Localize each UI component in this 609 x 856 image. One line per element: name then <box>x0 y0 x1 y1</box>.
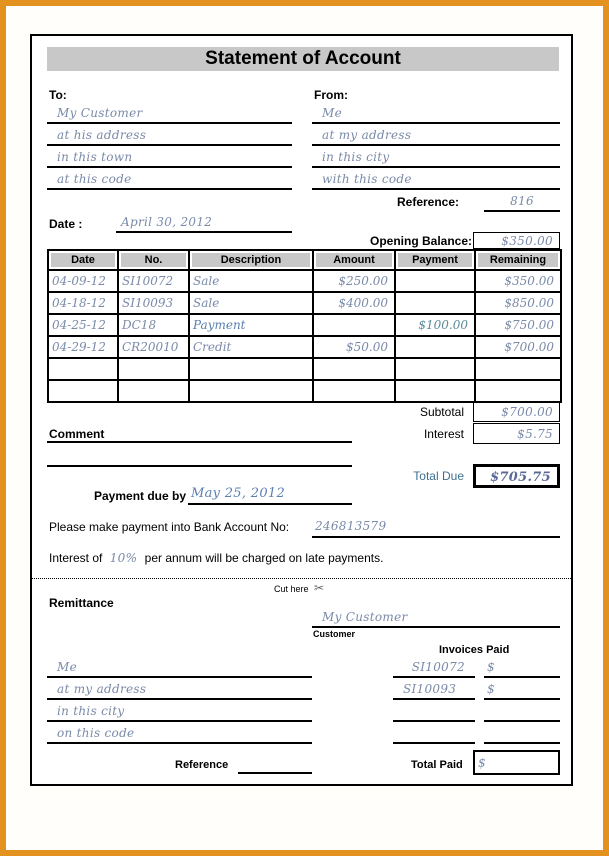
cell-description[interactable]: Payment <box>189 314 313 336</box>
to-line-2-value: at his address <box>57 128 147 142</box>
cell-description[interactable]: Sale <box>189 270 313 292</box>
total-paid-value: $ <box>478 756 486 770</box>
remit-line-3-value: in this city <box>57 704 125 718</box>
invoice-amount-field[interactable] <box>484 722 560 744</box>
cell-remaining[interactable]: $850.00 <box>475 292 561 314</box>
to-line-4[interactable] <box>47 168 292 190</box>
cell-remaining[interactable] <box>475 380 561 402</box>
invoice-no-field[interactable] <box>393 722 475 744</box>
cell-date[interactable] <box>48 380 118 402</box>
subtotal-field[interactable] <box>473 401 560 422</box>
table-row <box>48 270 561 292</box>
invoice-numbers-block <box>393 656 475 744</box>
opening-balance-label: Opening Balance: <box>370 234 473 248</box>
remit-line-2-value: at my address <box>57 682 147 696</box>
from-address-block <box>312 102 560 190</box>
table-row <box>48 358 561 380</box>
opening-balance-value: $350.00 <box>501 234 553 248</box>
remittance-label: Remittance <box>49 596 114 610</box>
remittance-customer-field[interactable] <box>312 606 560 628</box>
interest-value: $5.75 <box>517 427 553 441</box>
from-line-3-value: in this city <box>322 150 390 164</box>
cut-line <box>32 578 573 579</box>
column-header-payment: Payment <box>395 250 475 270</box>
cell-amount[interactable] <box>313 314 395 336</box>
cell-remaining[interactable]: $700.00 <box>475 336 561 358</box>
invoice-amount-value: $ <box>487 660 495 674</box>
remit-line-1-value: Me <box>57 660 77 674</box>
column-header-description: Description <box>189 250 313 270</box>
from-line-4[interactable] <box>312 168 560 190</box>
date-value: April 30, 2012 <box>121 215 213 229</box>
invoice-no-field[interactable] <box>393 678 475 700</box>
cell-date[interactable]: 04-29-12 <box>48 336 118 358</box>
table-row <box>48 380 561 402</box>
cut-here-text: Cut here <box>274 584 309 594</box>
invoice-no-value: SI10072 <box>411 660 465 674</box>
cell-date[interactable]: 04-25-12 <box>48 314 118 336</box>
from-label: From: <box>314 88 348 102</box>
cell-no[interactable] <box>118 358 189 380</box>
cell-no[interactable]: CR20010 <box>118 336 189 358</box>
column-header-amount: Amount <box>313 250 395 270</box>
comment-line-1[interactable] <box>47 428 352 443</box>
invoice-amount-field[interactable] <box>484 656 560 678</box>
invoice-no-value: SI10093 <box>403 682 457 696</box>
comment-label: Comment <box>49 427 105 441</box>
remittance-customer-value: My Customer <box>322 610 408 624</box>
cell-payment[interactable]: $100.00 <box>395 314 475 336</box>
invoice-amount-field[interactable] <box>484 678 560 700</box>
cell-no[interactable]: SI10072 <box>118 270 189 292</box>
interest-note-prefix: Interest of <box>49 551 103 565</box>
table-header-row <box>48 250 561 270</box>
to-line-3[interactable] <box>47 146 292 168</box>
total-paid-label: Total Paid <box>411 759 463 771</box>
cell-description[interactable]: Credit <box>189 336 313 358</box>
interest-label: Interest <box>423 427 464 441</box>
remit-line-1[interactable] <box>47 656 312 678</box>
interest-note <box>49 551 383 565</box>
invoice-amount-field[interactable] <box>484 700 560 722</box>
reference-value: 816 <box>510 194 534 208</box>
reference-label: Reference: <box>397 195 460 209</box>
to-line-1-value: My Customer <box>57 106 143 120</box>
cell-amount[interactable]: $250.00 <box>313 270 395 292</box>
interest-note-suffix: per annum will be charged on late payments. <box>144 551 384 565</box>
from-line-2[interactable] <box>312 124 560 146</box>
cell-amount[interactable] <box>313 358 395 380</box>
cell-amount[interactable] <box>313 380 395 402</box>
total-due-field[interactable] <box>473 464 560 488</box>
interest-field[interactable] <box>473 423 560 444</box>
total-paid-field[interactable] <box>473 750 560 775</box>
subtotal-value: $700.00 <box>501 405 553 419</box>
cell-no[interactable]: SI10093 <box>118 292 189 314</box>
cell-payment[interactable] <box>395 292 475 314</box>
to-line-2[interactable] <box>47 124 292 146</box>
remit-line-3[interactable] <box>47 700 312 722</box>
from-line-1-value: Me <box>322 106 342 120</box>
from-line-2-value: at my address <box>322 128 412 142</box>
date-field[interactable] <box>116 213 292 233</box>
to-line-3-value: in this town <box>57 150 133 164</box>
column-header-date: Date <box>48 250 118 270</box>
to-line-4-value: at this code <box>57 172 132 186</box>
cell-description[interactable]: Sale <box>189 292 313 314</box>
document-title: Statement of Account <box>47 47 559 71</box>
cell-amount[interactable]: $400.00 <box>313 292 395 314</box>
transactions-table <box>47 249 562 403</box>
table-row <box>48 292 561 314</box>
total-due-value: $705.75 <box>490 470 551 485</box>
column-header-no: No. <box>118 250 189 270</box>
cell-payment[interactable] <box>395 336 475 358</box>
statement-document <box>30 34 573 786</box>
table-row <box>48 336 561 358</box>
from-line-3[interactable] <box>312 146 560 168</box>
bank-account-label: Please make payment into Bank Account No: <box>49 520 290 534</box>
cell-payment[interactable] <box>395 358 475 380</box>
invoice-no-field[interactable] <box>393 656 475 678</box>
cell-date[interactable] <box>48 358 118 380</box>
cell-description[interactable] <box>189 380 313 402</box>
scissors-icon: ✂ <box>314 581 325 595</box>
bank-account-field[interactable] <box>312 516 560 538</box>
interest-rate-value[interactable]: 10% <box>109 551 138 565</box>
invoice-amount-value: $ <box>487 682 495 696</box>
remit-line-4[interactable] <box>47 722 312 744</box>
remittance-address-block <box>47 656 312 744</box>
cell-remaining[interactable]: $350.00 <box>475 270 561 292</box>
opening-balance-field[interactable] <box>473 232 560 249</box>
cell-date[interactable]: 04-09-12 <box>48 270 118 292</box>
to-label: To: <box>49 88 67 102</box>
invoice-amounts-block <box>484 656 560 744</box>
to-address-block <box>47 102 292 190</box>
cell-amount[interactable]: $50.00 <box>313 336 395 358</box>
cut-here-label <box>274 581 324 595</box>
cell-payment[interactable] <box>395 380 475 402</box>
table-row <box>48 314 561 336</box>
from-line-4-value: with this code <box>322 172 412 186</box>
payment-due-field[interactable] <box>188 485 352 505</box>
cell-payment[interactable] <box>395 270 475 292</box>
remittance-reference-label: Reference <box>175 759 229 771</box>
cell-no[interactable]: DC18 <box>118 314 189 336</box>
bank-account-value: 246813579 <box>315 519 387 533</box>
cell-description[interactable] <box>189 358 313 380</box>
invoices-paid-label: Invoices Paid <box>439 644 510 656</box>
payment-due-label: Payment due by <box>94 489 187 503</box>
cell-date[interactable]: 04-18-12 <box>48 292 118 314</box>
cell-no[interactable] <box>118 380 189 402</box>
date-label: Date : <box>49 217 83 231</box>
column-header-remaining: Remaining <box>475 250 561 270</box>
from-line-1[interactable] <box>312 102 560 124</box>
remit-line-4-value: on this code <box>57 726 135 740</box>
subtotal-label: Subtotal <box>419 405 464 419</box>
reference-field[interactable] <box>484 192 560 212</box>
to-line-1[interactable] <box>47 102 292 124</box>
remit-line-2[interactable] <box>47 678 312 700</box>
customer-caption: Customer <box>313 629 356 639</box>
payment-due-value: May 25, 2012 <box>191 486 286 501</box>
comment-line-2[interactable] <box>47 452 352 467</box>
invoice-no-field[interactable] <box>393 700 475 722</box>
cell-remaining[interactable] <box>475 358 561 380</box>
remittance-reference-field[interactable] <box>238 754 312 774</box>
total-due-label: Total Due <box>413 469 464 483</box>
cell-remaining[interactable]: $750.00 <box>475 314 561 336</box>
